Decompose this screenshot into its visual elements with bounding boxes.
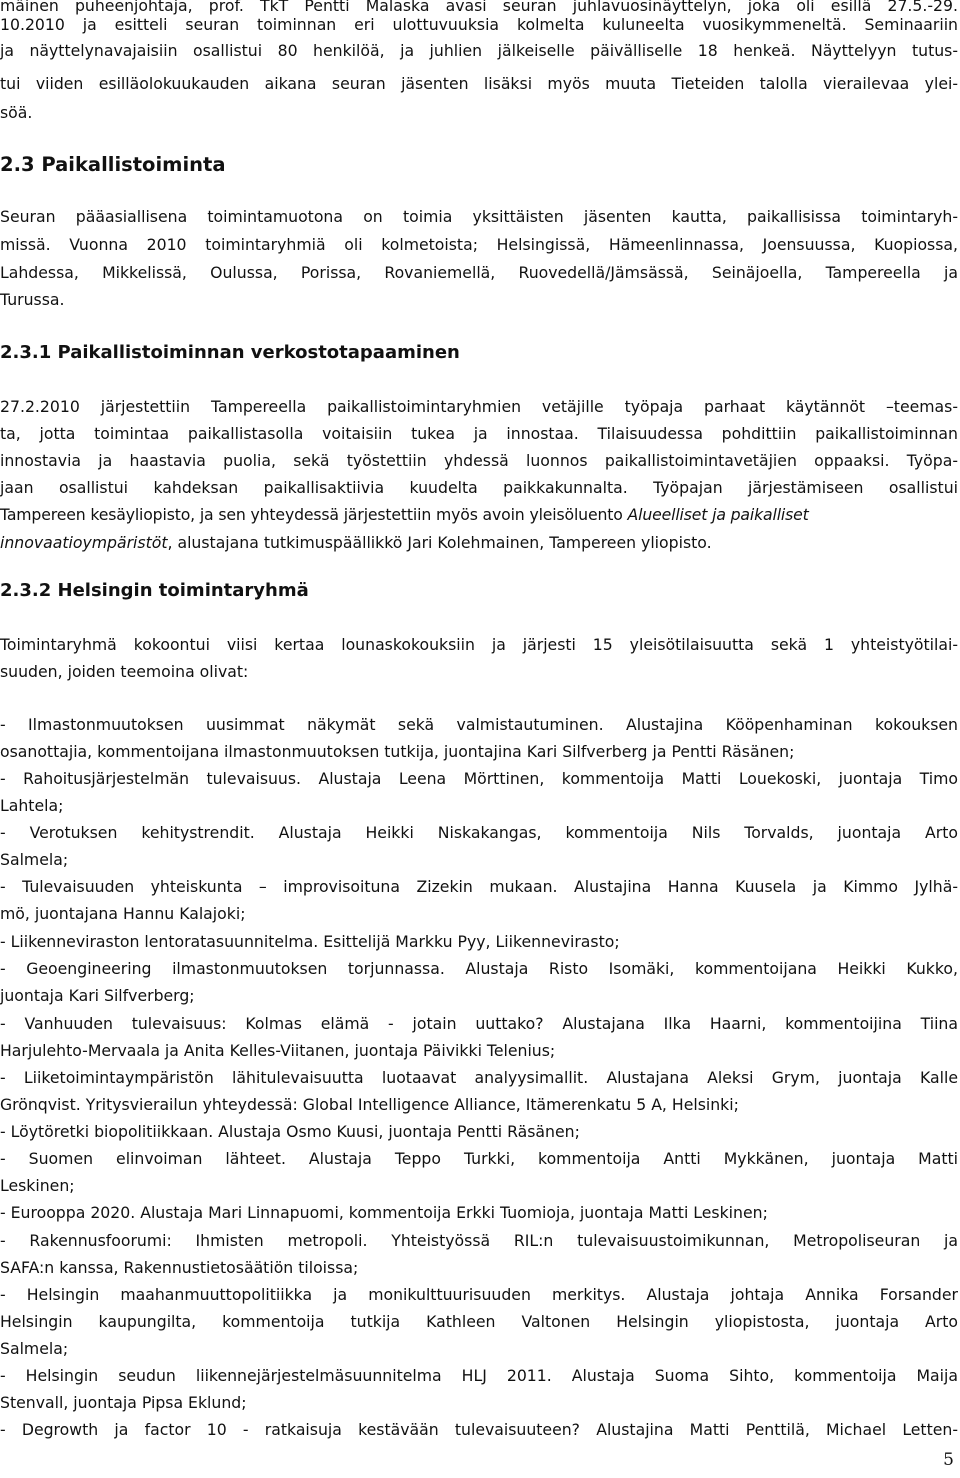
theme-list-line: juontaja Kari Silfverberg; xyxy=(0,986,195,1005)
theme-list-line: mö, juontajana Hannu Kalajoki; xyxy=(0,904,246,923)
theme-list-line: Salmela; xyxy=(0,1339,69,1358)
theme-list-line: SAFA:n kanssa, Rakennustietosäätiön tiloissa; xyxy=(0,1258,359,1277)
s232-paragraph-line-2: suuden, joiden teemoina olivat: xyxy=(0,662,249,681)
s231-line-1: 27.2.2010 järjestettiin Tampereella paikallistoimintaryhmien vetäjille työpaja parhaat käytännöt –teemas- xyxy=(0,397,958,416)
heading-2-3-2: 2.3.2 Helsingin toimintaryhmä xyxy=(0,580,309,601)
theme-list-line: - Tulevaisuuden yhteiskunta – improvisoituna Zizekin mukaan. Alustajina Hanna Kuusela ja Kimmo Jylhä- xyxy=(0,877,958,896)
s23-line-4: Turussa. xyxy=(0,290,65,309)
theme-list-line: - Liikenneviraston lentoratasuunnitelma. Esittelijä Markku Pyy, Liikennevirasto; xyxy=(0,932,620,951)
theme-list-line: Harjulehto-Mervaala ja Anita Kelles-Viitanen, juontaja Päivikki Telenius; xyxy=(0,1041,556,1060)
theme-list-line: - Löytöretki biopolitiikkaan. Alustaja Osmo Kuusi, juontaja Pentti Räsänen; xyxy=(0,1122,580,1141)
theme-list-line: - Helsingin maahanmuuttopolitiikka ja monikulttuurisuuden merkitys. Alustaja johtaja Annika Forsander xyxy=(0,1285,958,1304)
heading-2-3: 2.3 Paikallistoiminta xyxy=(0,153,226,176)
lecture-title-part-2: innovaatioympäristöt xyxy=(0,533,168,552)
s232-paragraph-line-1: Toimintaryhmä kokoontui viisi kertaa lounaskokouksiin ja järjesti 15 yleisötilaisuutta sekä 1 yhteistyötilai- xyxy=(0,635,958,654)
s23-line-3: Lahdessa, Mikkelissä, Oulussa, Porissa, Rovaniemellä, Ruovedellä/Jämsässä, Seinäjoella, Tampereella ja xyxy=(0,263,958,282)
theme-list-line: Stenvall, juontaja Pipsa Eklund; xyxy=(0,1393,247,1412)
s231-line-2: ta, jotta toimintaa paikallistasolla voitaisiin tukea ja innostaa. Tilaisuudessa pohdittiin paikallistoiminnan xyxy=(0,424,958,443)
theme-list-line: - Rakennusfoorumi: Ihmisten metropoli. Yhteistyössä RIL:n tulevaisuustoimikunnan, Metropoliseuran ja xyxy=(0,1231,958,1250)
s231-line-6-text: , alustajana tutkimuspäällikkö Jari Kolehmainen, Tampereen yliopisto. xyxy=(167,533,712,552)
s231-line-3: innostavia ja haastavia puolia, sekä työstettiin yhdessä luonnos paikallistoimintavetäjien oppaaksi. Työpa- xyxy=(0,451,958,470)
intro-line-3: ja näyttelynavajaisiin osallistui 80 henkilöä, ja juhlien jälkeiselle päivälliselle 18 henkeä. Näyttelyyn tutus- xyxy=(0,41,958,60)
theme-list-line: Helsingin kaupungilta, kommentoija tutkija Kathleen Valtonen Helsingin yliopistosta, juontaja Arto xyxy=(0,1312,958,1331)
intro-line-2: 10.2010 ja esitteli seuran toiminnan eri ulottuvuuksia kolmelta kuluneelta vuosikymmeneltä. Seminaariin xyxy=(0,15,958,34)
theme-list-line: - Eurooppa 2020. Alustaja Mari Linnapuomi, kommentoija Erkki Tuomioja, juontaja Matti Leskinen; xyxy=(0,1203,768,1222)
theme-list-line: - Ilmastonmuutoksen uusimmat näkymät sekä valmistautuminen. Alustajina Kööpenhaminan kokouksen xyxy=(0,715,958,734)
s231-line-5-text: Tampereen kesäyliopisto, ja sen yhteydessä järjestettiin myös avoin yleisöluento xyxy=(0,505,628,524)
s23-line-1: Seuran pääasiallisena toimintamuotona on toimia yksittäisten jäsenten kautta, paikallisissa toimintaryh- xyxy=(0,207,958,226)
s23-line-2: missä. Vuonna 2010 toimintaryhmiä oli kolmetoista; Helsingissä, Hämeenlinnassa, Joensuussa, Kuopiossa, xyxy=(0,235,958,254)
theme-list-line: - Degrowth ja factor 10 - ratkaisuja kestävään tulevaisuuteen? Alustajina Matti Penttilä, Michael Letten- xyxy=(0,1420,958,1439)
theme-list-line: Salmela; xyxy=(0,850,69,869)
theme-list-line: - Verotuksen kehitystrendit. Alustaja Heikki Niskakangas, kommentoija Nils Torvalds, juontaja Arto xyxy=(0,823,958,842)
s231-line-6 xyxy=(0,533,958,553)
s231-line-5 xyxy=(0,505,958,525)
intro-line-1: mäinen puheenjohtaja, prof. TkT Pentti Malaska avasi seuran juhlavuosinäyttelyn, joka oli esillä 27.5.-29. xyxy=(0,0,958,15)
lecture-title-part-1: Alueelliset ja paikalliset xyxy=(627,505,809,524)
theme-list-line: - Liiketoimintaympäristön lähitulevaisuutta luotaavat analyysimallit. Alustajana Aleksi Grym, juontaja Kalle xyxy=(0,1068,958,1087)
theme-list-line: - Suomen elinvoiman lähteet. Alustaja Teppo Turkki, kommentoija Antti Mykkänen, juontaja Matti xyxy=(0,1149,958,1168)
intro-line-4: tui viiden esilläolokuukauden aikana seuran jäsenten lisäksi myös muuta Tieteiden talolla vierailevaa ylei- xyxy=(0,74,958,93)
theme-list-line: Leskinen; xyxy=(0,1176,75,1195)
theme-list-line: Grönqvist. Yritysvierailun yhteydessä: Global Intelligence Alliance, Itämerenkatu 5 A, Helsinki; xyxy=(0,1095,739,1114)
theme-list-line: - Helsingin seudun liikennejärjestelmäsuunnitelma HLJ 2011. Alustaja Suoma Sihto, kommentoija Maija xyxy=(0,1366,958,1385)
theme-list-line: - Geoengineering ilmastonmuutoksen torjunnassa. Alustaja Risto Isomäki, kommentoijana Heikki Kukko, xyxy=(0,959,958,978)
theme-list-line: - Rahoitusjärjestelmän tulevaisuus. Alustaja Leena Mörttinen, kommentoija Matti Louekoski, juontaja Timo xyxy=(0,769,958,788)
intro-line-5: söä. xyxy=(0,103,33,122)
theme-list-line: - Vanhuuden tulevaisuus: Kolmas elämä - jotain uuttako? Alustajana Ilka Haarni, kommentoijina Tiina xyxy=(0,1014,958,1033)
theme-list-line: Lahtela; xyxy=(0,796,64,815)
page-number: 5 xyxy=(943,1450,954,1470)
s231-line-4: jaan osallistui kahdeksan paikallisaktiivia kuudelta paikkakunnalta. Työpajan järjestämiseen osallistui xyxy=(0,478,958,497)
heading-2-3-1: 2.3.1 Paikallistoiminnan verkostotapaaminen xyxy=(0,342,460,363)
theme-list-line: osanottajia, kommentoijana ilmastonmuutoksen tutkija, juontajina Kari Silfverberg ja Pentti Räsänen; xyxy=(0,742,795,761)
